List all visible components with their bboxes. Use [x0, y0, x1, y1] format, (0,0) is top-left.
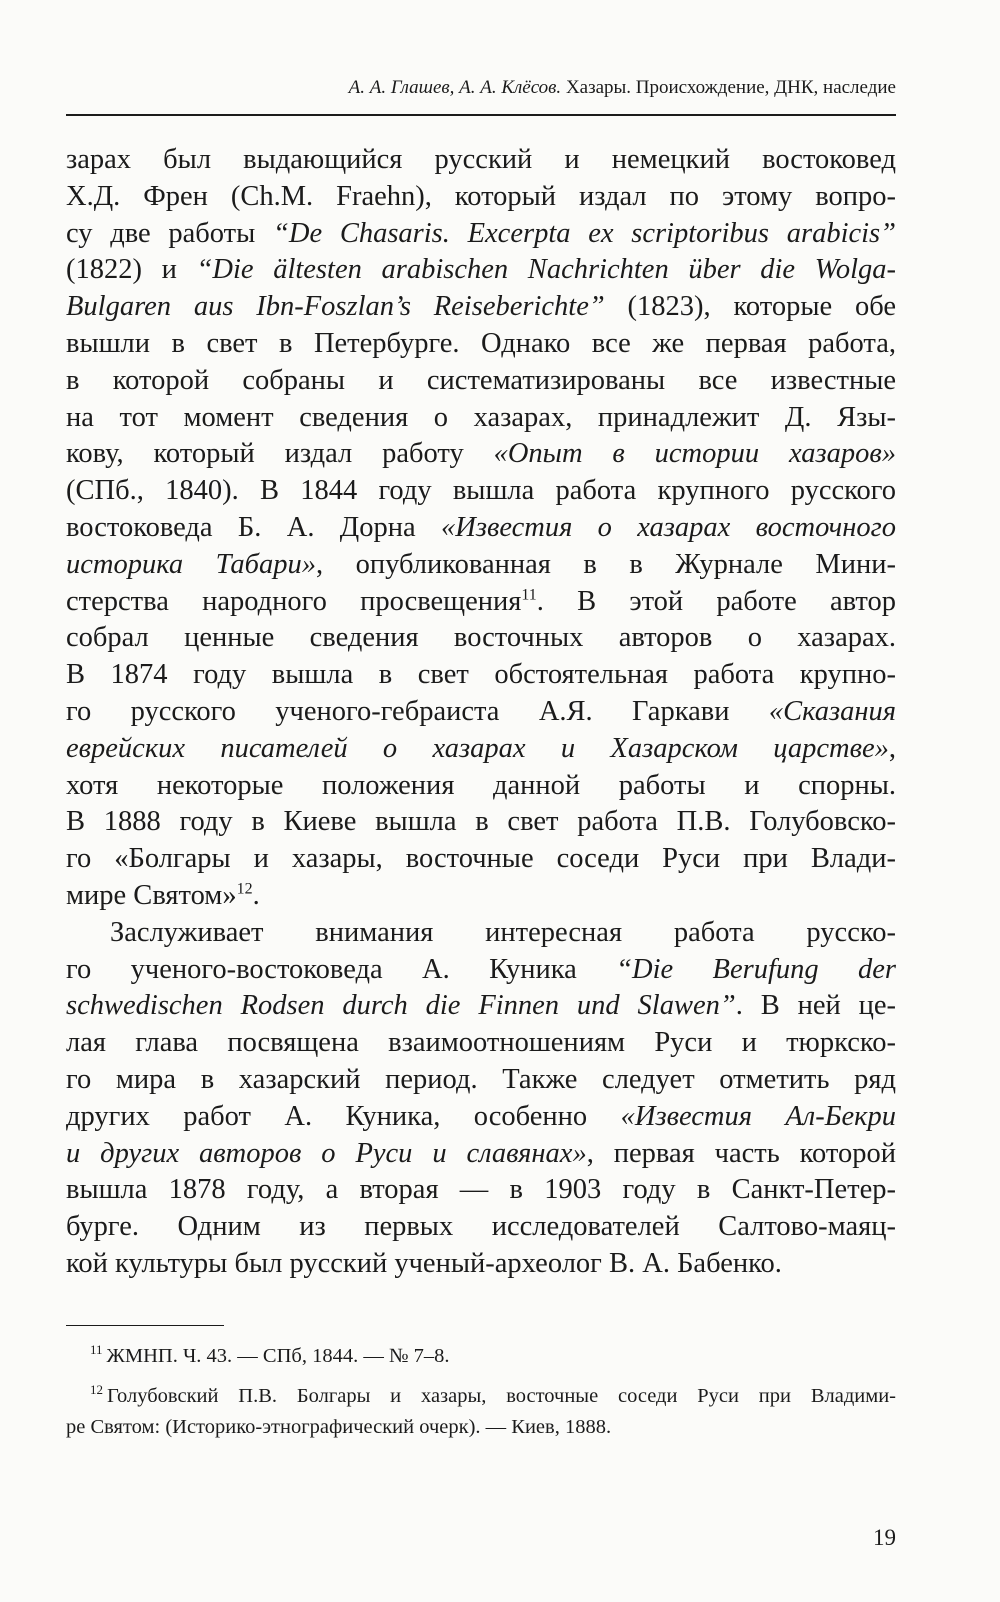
italic-title: «Сказания [768, 695, 896, 727]
text-run: лая глава посвящена взаимоотношениям Руси и тюркско- [66, 1027, 896, 1059]
text-line [66, 1172, 896, 1209]
paragraph-1 [66, 142, 896, 915]
italic-title: schwedischen Rodsen durch die Finnen und Slawen” [66, 990, 736, 1022]
italic-title: “Die Berufung der [616, 953, 896, 985]
italic-title: «Опыт в истории хазаров» [493, 438, 896, 470]
text-line [66, 1062, 896, 1099]
footnote-rule [66, 1325, 224, 1326]
text-line [66, 694, 896, 731]
text-line [66, 804, 896, 841]
italic-title: Bulgaren aus Ibn-Foszlan’s Reiseberichte” [66, 291, 605, 323]
text-line [66, 731, 896, 768]
running-header [66, 76, 896, 100]
header-title: Хазары. Происхождение, ДНК, наследие [565, 77, 896, 98]
text-run: (1822) и [66, 254, 197, 286]
text-line [66, 1209, 896, 1246]
text-run: других работ А. Куника, особенно [66, 1100, 621, 1132]
text-line [66, 473, 896, 510]
text-run: зарах был выдающийся русский и немецкий востоковед [66, 144, 896, 175]
text-line [66, 547, 896, 584]
footnote-text: ре Святом: (Историко-этнографический очерк). — Киев, 1888. [66, 1416, 612, 1438]
text-run: бурге. Одним из первых исследователей Салтово-маяц- [66, 1211, 896, 1243]
text-run: хотя некоторые положения данной работы и спорны. [66, 769, 896, 801]
text-run: су две работы [66, 217, 274, 249]
text-line [66, 878, 896, 915]
text-run: , [888, 732, 896, 764]
footnote-text: ЖМНП. Ч. 43. — СПб, 1844. — № 7–8. [106, 1345, 450, 1367]
text-line [66, 657, 896, 694]
text-run: (1823), которые обе [604, 291, 896, 323]
text-run: , первая часть которой [586, 1137, 897, 1169]
text-run: вышла 1878 году, а вторая — в 1903 году в Санкт-Петер- [66, 1174, 896, 1206]
text-run: В 1888 году в Киеве вышла в свет работа П.В. Голубовско- [66, 806, 896, 838]
text-run: в которой собраны и систематизированы все известные [66, 364, 896, 396]
text-run: , опубликованная в в Журнале Мини- [316, 548, 896, 580]
text-run: стерства народного просвещения [66, 585, 522, 617]
text-line [66, 620, 896, 657]
text-line [66, 216, 896, 253]
page-number: 19 [873, 1525, 896, 1550]
text-line [66, 915, 896, 952]
text-line [66, 584, 896, 621]
italic-title: еврейских писателей о хазарах и Хазарском царстве» [66, 732, 889, 764]
text-line [66, 179, 896, 216]
text-run: собрал ценные сведения восточных авторов о хазарах. [66, 622, 896, 654]
text-line [66, 289, 896, 326]
text-line [66, 252, 896, 289]
italic-title: “Die ältesten arabischen Nachrichten über die Wolga- [196, 254, 896, 286]
text-line [66, 1099, 896, 1136]
header-rule [66, 114, 896, 116]
text-run: востоковеда Б. А. Дорна [66, 511, 441, 543]
footnote-number: 11 [90, 1342, 103, 1358]
header-authors: А. А. Глашев, А. А. Клёсов. [348, 77, 562, 98]
footnote-ref-12: 12 [236, 880, 253, 898]
footnote-11 [66, 1341, 896, 1372]
text-run: го русского ученого-гебраиста А.Я. Гаркави [66, 695, 769, 727]
text-run: го «Болгары и хазары, восточные соседи Руси при Влади- [66, 843, 896, 875]
text-line [66, 1246, 896, 1283]
text-line [66, 1136, 896, 1173]
italic-title: и других авторов о Руси и славянах» [66, 1137, 587, 1169]
text-line [66, 952, 896, 989]
text-line [66, 400, 896, 437]
text-run: мире Святом» [66, 879, 237, 911]
footnote-line [66, 1381, 896, 1412]
text-line [66, 841, 896, 878]
paragraph-2 [66, 915, 896, 1283]
italic-title: историка Табари» [66, 548, 316, 580]
text-run: (СПб., 1840). В 1844 году вышла работа крупного русского [66, 475, 896, 507]
footnote-12 [66, 1381, 896, 1443]
footnote-text: Голубовский П.В. Болгары и хазары, восточные соседи Руси при Владими- [107, 1385, 896, 1407]
text-run: В 1874 году вышла в свет обстоятельная работа крупно- [66, 659, 896, 691]
text-line [66, 436, 896, 473]
footnotes [66, 1341, 896, 1452]
text-run: го мира в хазарский период. Также следует отметить ряд [66, 1063, 896, 1095]
text-run: . В этой работе автор [536, 585, 896, 617]
footnote-line [66, 1341, 896, 1372]
text-line [66, 510, 896, 547]
text-run: на тот момент сведения о хазарах, принадлежит Д. Язы- [66, 401, 896, 433]
text-run: кой культуры был русский ученый-археолог В. А. Бабенко. [66, 1247, 782, 1279]
text-run: . [252, 879, 260, 911]
italic-title: «Известия Ал-Бекри [620, 1100, 897, 1132]
italic-title: «Известия о хазарах восточного [441, 511, 896, 543]
text-line [66, 1025, 896, 1062]
footnote-ref-11: 11 [521, 586, 537, 604]
text-run: го ученого-востоковеда А. Куника [66, 953, 617, 985]
text-run: кову, который издал работу [66, 438, 494, 470]
text-line [66, 768, 896, 805]
text-run: вышли в свет в Петербурге. Однако все же первая работа, [66, 327, 896, 359]
text-line [66, 142, 896, 179]
italic-title: “De Chasaris. Excerpta ex scriptoribus arabicis” [273, 217, 896, 249]
text-run: Х.Д. Френ (Ch.M. Fraehn), который издал по этому вопро- [66, 180, 896, 212]
footnote-number: 12 [90, 1382, 103, 1398]
text-run: . В ней це- [735, 990, 896, 1022]
text-run: Заслуживает внимания интересная работа русско- [110, 916, 896, 948]
text-line [66, 988, 896, 1025]
text-line [66, 363, 896, 400]
text-line [66, 326, 896, 363]
footnote-line [66, 1412, 896, 1443]
body-text [66, 142, 896, 1283]
